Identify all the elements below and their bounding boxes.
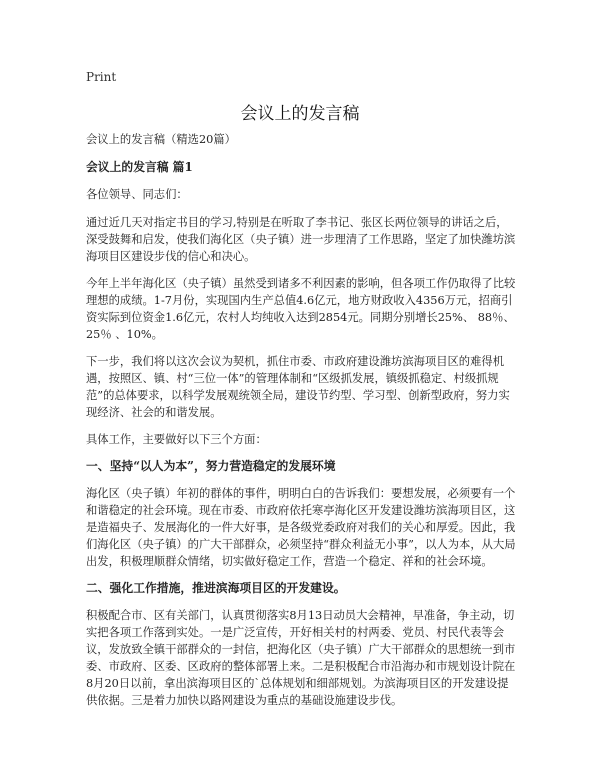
document-subtitle: 会议上的发言稿（精选20篇） <box>86 133 236 146</box>
greeting-line: 各位领导、同志们： <box>86 188 188 201</box>
section-2-heading: 二、强化工作措施，推进滨海项目区的开发建设。 <box>86 581 346 595</box>
document-body <box>86 131 516 719</box>
section-1-paragraph: 海化区（央子镇）年初的群体的事件，明明白白的告诉我们：要想发展，必须要有一个和谐稳定的社会环境。现在市委、市政府依托寒亭海化区开发建设潍坊滨海项目区，这是造福央子、发展海化的一件大好事，是各级党委政府对我们的关心和厚爱。因此，我们海化区（央子镇）的广大干部群众，必须坚持“群众利益无小事”，以人为本，从大局出发，积极理顺群众情绪，切实做好稳定工作，营造一个稳定、祥和的社会环境。 <box>86 487 516 568</box>
body-paragraph-4: 具体工作，主要做好以下三个方面： <box>86 433 267 446</box>
body-paragraph-3: 下一步，我们将以这次会议为契机，抓住市委、市政府建设潍坊滨海项目区的难得机遇，按照区、镇、村“三位一体”的管理体制和“区级抓发展，镇级抓稳定、村级抓规范”的总体要求，以科学发展观统领全局，建设节约型、学习型、创新型政府，努力实现经济、社会的和谐发展。 <box>86 355 510 419</box>
body-paragraph-1: 通过近几天对指定书目的学习,特别是在听取了李书记、张区长两位领导的讲话之后，深受鼓舞和启发，使我们海化区（央子镇）进一步理清了工作思路，坚定了加快潍坊滨海项目区建设步伐的信心和决心。 <box>86 216 516 263</box>
article-heading: 会议上的发言稿 篇1 <box>86 160 193 174</box>
section-2-paragraph: 积极配合市、区有关部门，认真贯彻落实8月13日动员大会精神，早准备，争主动，切实把各项工作落到实处。一是广泛宣传，开好相关村的村两委、党员、村民代表等会议，发放致全镇干部群众的一封信，把海化区（央子镇）广大干部群众的思想统一到市委、市政府、区委、区政府的整体部署上来。二是积极配合市沿海办和市规划设计院在8月20日以前，拿出滨海项目区的`总体规划和细部规划。为滨海项目区的开发建设提供依据。三是着力加快以路网建设为重点的基础设施建设步伐。 <box>86 609 516 707</box>
page-title: 会议上的发言稿 <box>240 104 360 124</box>
body-paragraph-2: 今年上半年海化区（央子镇）虽然受到诸多不利因素的影响，但各项工作仍取得了比较理想的成绩。1-7月份，实现国内生产总值4.6亿元，地方财政收入4356万元，招商引资实际到位资金1.6亿元，农村人均纯收入达到2854元。同期分别增长25%、 88％、 25％ 、10%。 <box>86 277 516 341</box>
print-link[interactable]: Print <box>86 70 117 84</box>
section-1-heading: 一、坚持“以人为本”，努力营造稳定的发展环境 <box>86 459 336 473</box>
